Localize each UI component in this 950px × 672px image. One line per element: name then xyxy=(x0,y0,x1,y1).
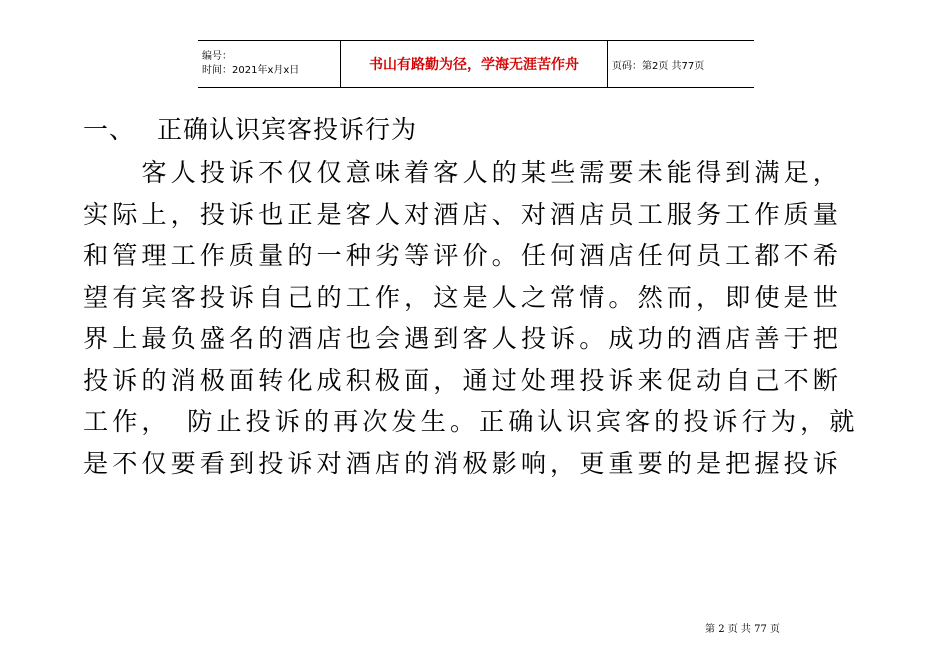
body-line: 工作， 防止投诉的再次发生。正确认识宾客的投诉行为，就 xyxy=(83,407,859,436)
header-meta xyxy=(198,41,341,88)
page-footer: 第 2 页 共 77 页 xyxy=(705,624,780,635)
section-number: 一、 xyxy=(83,115,136,144)
body-line: 望有宾客投诉自己的工作，这是人之常情。然而，即使是世 xyxy=(83,282,842,312)
body-line: 是不仅要看到投诉对酒店的消极影响，更重要的是把握投诉 xyxy=(83,448,842,478)
section-heading xyxy=(83,110,417,146)
header-time-label: 时间：2021年x月x日 xyxy=(202,65,300,76)
body-line: 和管理工作质量的一种劣等评价。任何酒店任何员工都不希 xyxy=(83,241,842,270)
header-number-label: 编号： xyxy=(202,51,232,62)
section-title: 正确认识宾客投诉行为 xyxy=(157,115,418,144)
header-motto: 书山有路勤为径，学海无涯苦作舟 xyxy=(341,41,608,88)
body-line: 实际上，投诉也正是客人对酒店、对酒店员工服务工作质量 xyxy=(83,199,842,229)
body-paragraph xyxy=(83,152,873,484)
body-line: 投诉的消极面转化成积极面，通过处理投诉来促动自己不断 xyxy=(83,365,842,395)
body-line: 界上最负盛名的酒店也会遇到客人投诉。成功的酒店善于把 xyxy=(83,324,842,353)
page-header xyxy=(198,40,754,88)
header-page-label: 页码：第2页 共77页 xyxy=(608,41,755,88)
body-line: 客人投诉不仅仅意味着客人的某些需要未能得到满足， xyxy=(83,158,842,187)
